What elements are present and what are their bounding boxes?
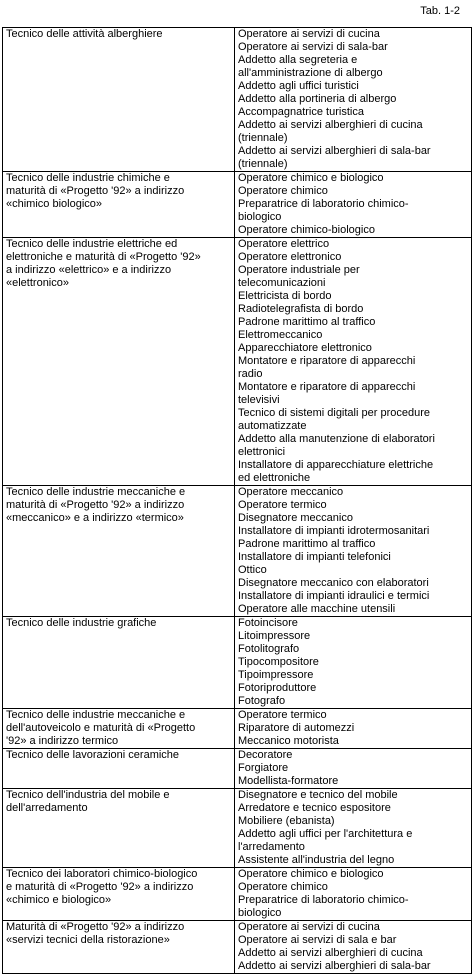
diploma-text-line: dell'autoveicolo e maturità di «Progetto [6,722,196,734]
qualifications-cell [235,238,472,486]
diploma-text-line: elettroniche e maturità di «Progetto '92» [6,251,201,263]
qualification-text-line: Montatore e riparatore di apparecchi [238,355,416,367]
table-row [3,486,472,617]
qualification-text-line: Operatore elettronico [238,251,342,263]
diploma-text-line: Tecnico delle industrie meccaniche e [6,486,186,498]
table-row [3,749,472,789]
qualification-text-line: Addetto ai servizi alberghieri di cucina [238,947,423,959]
qualification-text-line: Assistente all'industria del legno [238,854,395,866]
table-row [3,789,472,868]
qualification-text-line: Installatore di impianti idraulici e termici [238,590,430,602]
qualification-text-line: Operatore chimico e biologico [238,868,384,880]
diploma-text-line: Tecnico dei laboratori chimico-biologico [6,868,198,880]
qualification-text-line: Elettromeccanico [238,329,323,341]
qualification-text-line: Installatore di apparecchiature elettriche [238,459,434,471]
qualification-text-line: Accompagnatrice turistica [238,106,364,118]
diploma-text-line: Tecnico delle industrie meccaniche e [6,709,186,721]
qualification-text-line: Modellista-formatore [238,775,339,787]
qualifications-cell [235,709,472,749]
qualifications-table [2,27,472,974]
diploma-cell [3,172,235,238]
qualification-text-line: Mobiliere (ebanista) [238,815,335,827]
diploma-text-line: '92» a indirizzo termico [6,735,119,747]
diploma-text-line: «servizi tecnici della ristorazione» [6,934,170,946]
qualification-text-line: Ottico [238,564,267,576]
table-number-label: Tab. 1-2 [420,5,460,17]
qualification-text-line: Montatore e riparatore di apparecchi [238,381,416,393]
qualification-text-line: Elettricista di bordo [238,290,332,302]
diploma-cell [3,617,235,709]
table-row [3,709,472,749]
qualification-text-line: Operatore elettrico [238,238,330,250]
table-row [3,172,472,238]
qualification-text-line: Operatore ai servizi di cucina [238,28,380,40]
qualification-text-line: Forgiatore [238,762,289,774]
qualification-text-line: (triennale) [238,158,288,170]
table-body [3,28,472,974]
qualification-text-line: Addetto alla portineria di albergo [238,93,397,105]
diploma-text-line: Maturità di «Progetto '92» a indirizzo [6,921,185,933]
qualification-text-line: Operatore chimico-biologico [238,224,375,236]
qualification-text-line: Fotoincisore [238,617,298,629]
qualifications-cell [235,617,472,709]
qualification-text-line: Addetto ai servizi alberghieri di sala-bar [238,145,431,157]
table-row [3,868,472,921]
diploma-text-line: Tecnico dell'industria del mobile e [6,789,170,801]
qualification-text-line: Padrone marittimo al traffico [238,316,376,328]
diploma-cell [3,789,235,868]
qualifications-cell [235,172,472,238]
diploma-text-line: Tecnico delle industrie elettriche ed [6,238,178,250]
qualification-text-line: Operatore meccanico [238,486,344,498]
qualifications-cell [235,921,472,974]
qualification-text-line: Radiotelegrafista di bordo [238,303,364,315]
diploma-text-line: Tecnico delle attività alberghiere [6,28,163,40]
qualification-text-line: biologico [238,211,282,223]
qualification-text-line: televisivi [238,394,280,406]
qualification-text-line: l'arredamento [238,841,305,853]
qualification-text-line: ed elettroniche [238,472,311,484]
diploma-cell [3,868,235,921]
qualification-text-line: Fotolitografo [238,643,300,655]
diploma-text-line: «chimico e biologico» [6,894,112,906]
qualification-text-line: Addetto alla manutenzione di elaboratori [238,433,435,445]
diploma-text-line: «elettronico» [6,277,69,289]
diploma-text-line: maturità di «Progetto '92» a indirizzo [6,499,185,511]
qualification-text-line: Operatore chimico [238,881,328,893]
qualification-text-line: Disegnatore meccanico con elaboratori [238,577,429,589]
diploma-text-line: dell'arredamento [6,802,88,814]
qualification-text-line: Apparecchiatore elettronico [238,342,372,354]
qualification-text-line: elettronici [238,446,286,458]
qualification-text-line: Operatore termico [238,709,327,721]
qualification-text-line: Operatore chimico [238,185,328,197]
qualification-text-line: Operatore chimico e biologico [238,172,384,184]
diploma-cell [3,238,235,486]
qualification-text-line: Litoimpressore [238,630,311,642]
qualification-text-line: (triennale) [238,132,288,144]
qualifications-cell [235,486,472,617]
qualification-text-line: radio [238,368,263,380]
qualification-text-line: Addetto agli uffici per l'architettura e [238,828,413,840]
qualification-text-line: Operatore ai servizi di sala-bar [238,41,388,53]
diploma-cell [3,749,235,789]
qualification-text-line: telecomunicazioni [238,277,326,289]
table-row [3,617,472,709]
diploma-cell [3,921,235,974]
diploma-text-line: e maturità di «Progetto '92» a indirizzo [6,881,194,893]
diploma-text-line: Tecnico delle industrie grafiche [6,617,157,629]
qualification-text-line: Fotografo [238,695,286,707]
qualification-text-line: Installatore di impianti idrotermosanitari [238,525,430,537]
qualification-text-line: Disegnatore e tecnico del mobile [238,789,398,801]
qualification-text-line: Addetto ai servizi alberghieri di sala-bar [238,960,431,972]
qualification-text-line: Operatore ai servizi di cucina [238,921,380,933]
qualification-text-line: Tipocompositore [238,656,319,668]
qualification-text-line: Preparatrice di laboratorio chimico- [238,894,409,906]
qualification-text-line: Addetto ai servizi alberghieri di cucina [238,119,423,131]
qualification-text-line: all'amministrazione di albergo [238,67,383,79]
qualification-text-line: Fotoriproduttore [238,682,317,694]
diploma-text-line: a indirizzo «elettrico» e a indirizzo [6,264,172,276]
qualification-text-line: Padrone marittimo al traffico [238,538,376,550]
diploma-text-line: Tecnico delle industrie chimiche e [6,172,170,184]
qualification-text-line: Preparatrice di laboratorio chimico- [238,198,409,210]
table-row [3,238,472,486]
diploma-text-line: «meccanico» e a indirizzo «termico» [6,512,184,524]
qualifications-cell [235,789,472,868]
qualification-text-line: Operatore alle macchine utensili [238,603,396,615]
qualification-text-line: Operatore termico [238,499,327,511]
qualifications-cell [235,749,472,789]
qualification-text-line: Tecnico di sistemi digitali per procedure [238,407,430,419]
qualification-text-line: Operatore ai servizi di sala e bar [238,934,397,946]
qualifications-cell [235,868,472,921]
qualification-text-line: biologico [238,907,282,919]
qualification-text-line: Meccanico motorista [238,735,339,747]
diploma-text-line: «chimico biologico» [6,198,102,210]
diploma-cell [3,28,235,172]
table-row [3,28,472,172]
qualification-text-line: Addetto agli uffici turistici [238,80,359,92]
qualification-text-line: Disegnatore meccanico [238,512,353,524]
qualification-text-line: Arredatore e tecnico espositore [238,802,391,814]
diploma-text-line: Tecnico delle lavorazioni ceramiche [6,749,180,761]
qualification-text-line: Operatore industriale per [238,264,360,276]
diploma-cell [3,709,235,749]
qualification-text-line: Installatore di impianti telefonici [238,551,391,563]
qualifications-cell [235,28,472,172]
diploma-cell [3,486,235,617]
qualification-text-line: Decoratore [238,749,293,761]
table-row [3,921,472,974]
qualification-text-line: automatizzate [238,420,307,432]
qualification-text-line: Riparatore di automezzi [238,722,355,734]
qualification-text-line: Addetto alla segreteria e [238,54,358,66]
qualification-text-line: Tipoimpressore [238,669,314,681]
diploma-text-line: maturità di «Progetto '92» a indirizzo [6,185,185,197]
